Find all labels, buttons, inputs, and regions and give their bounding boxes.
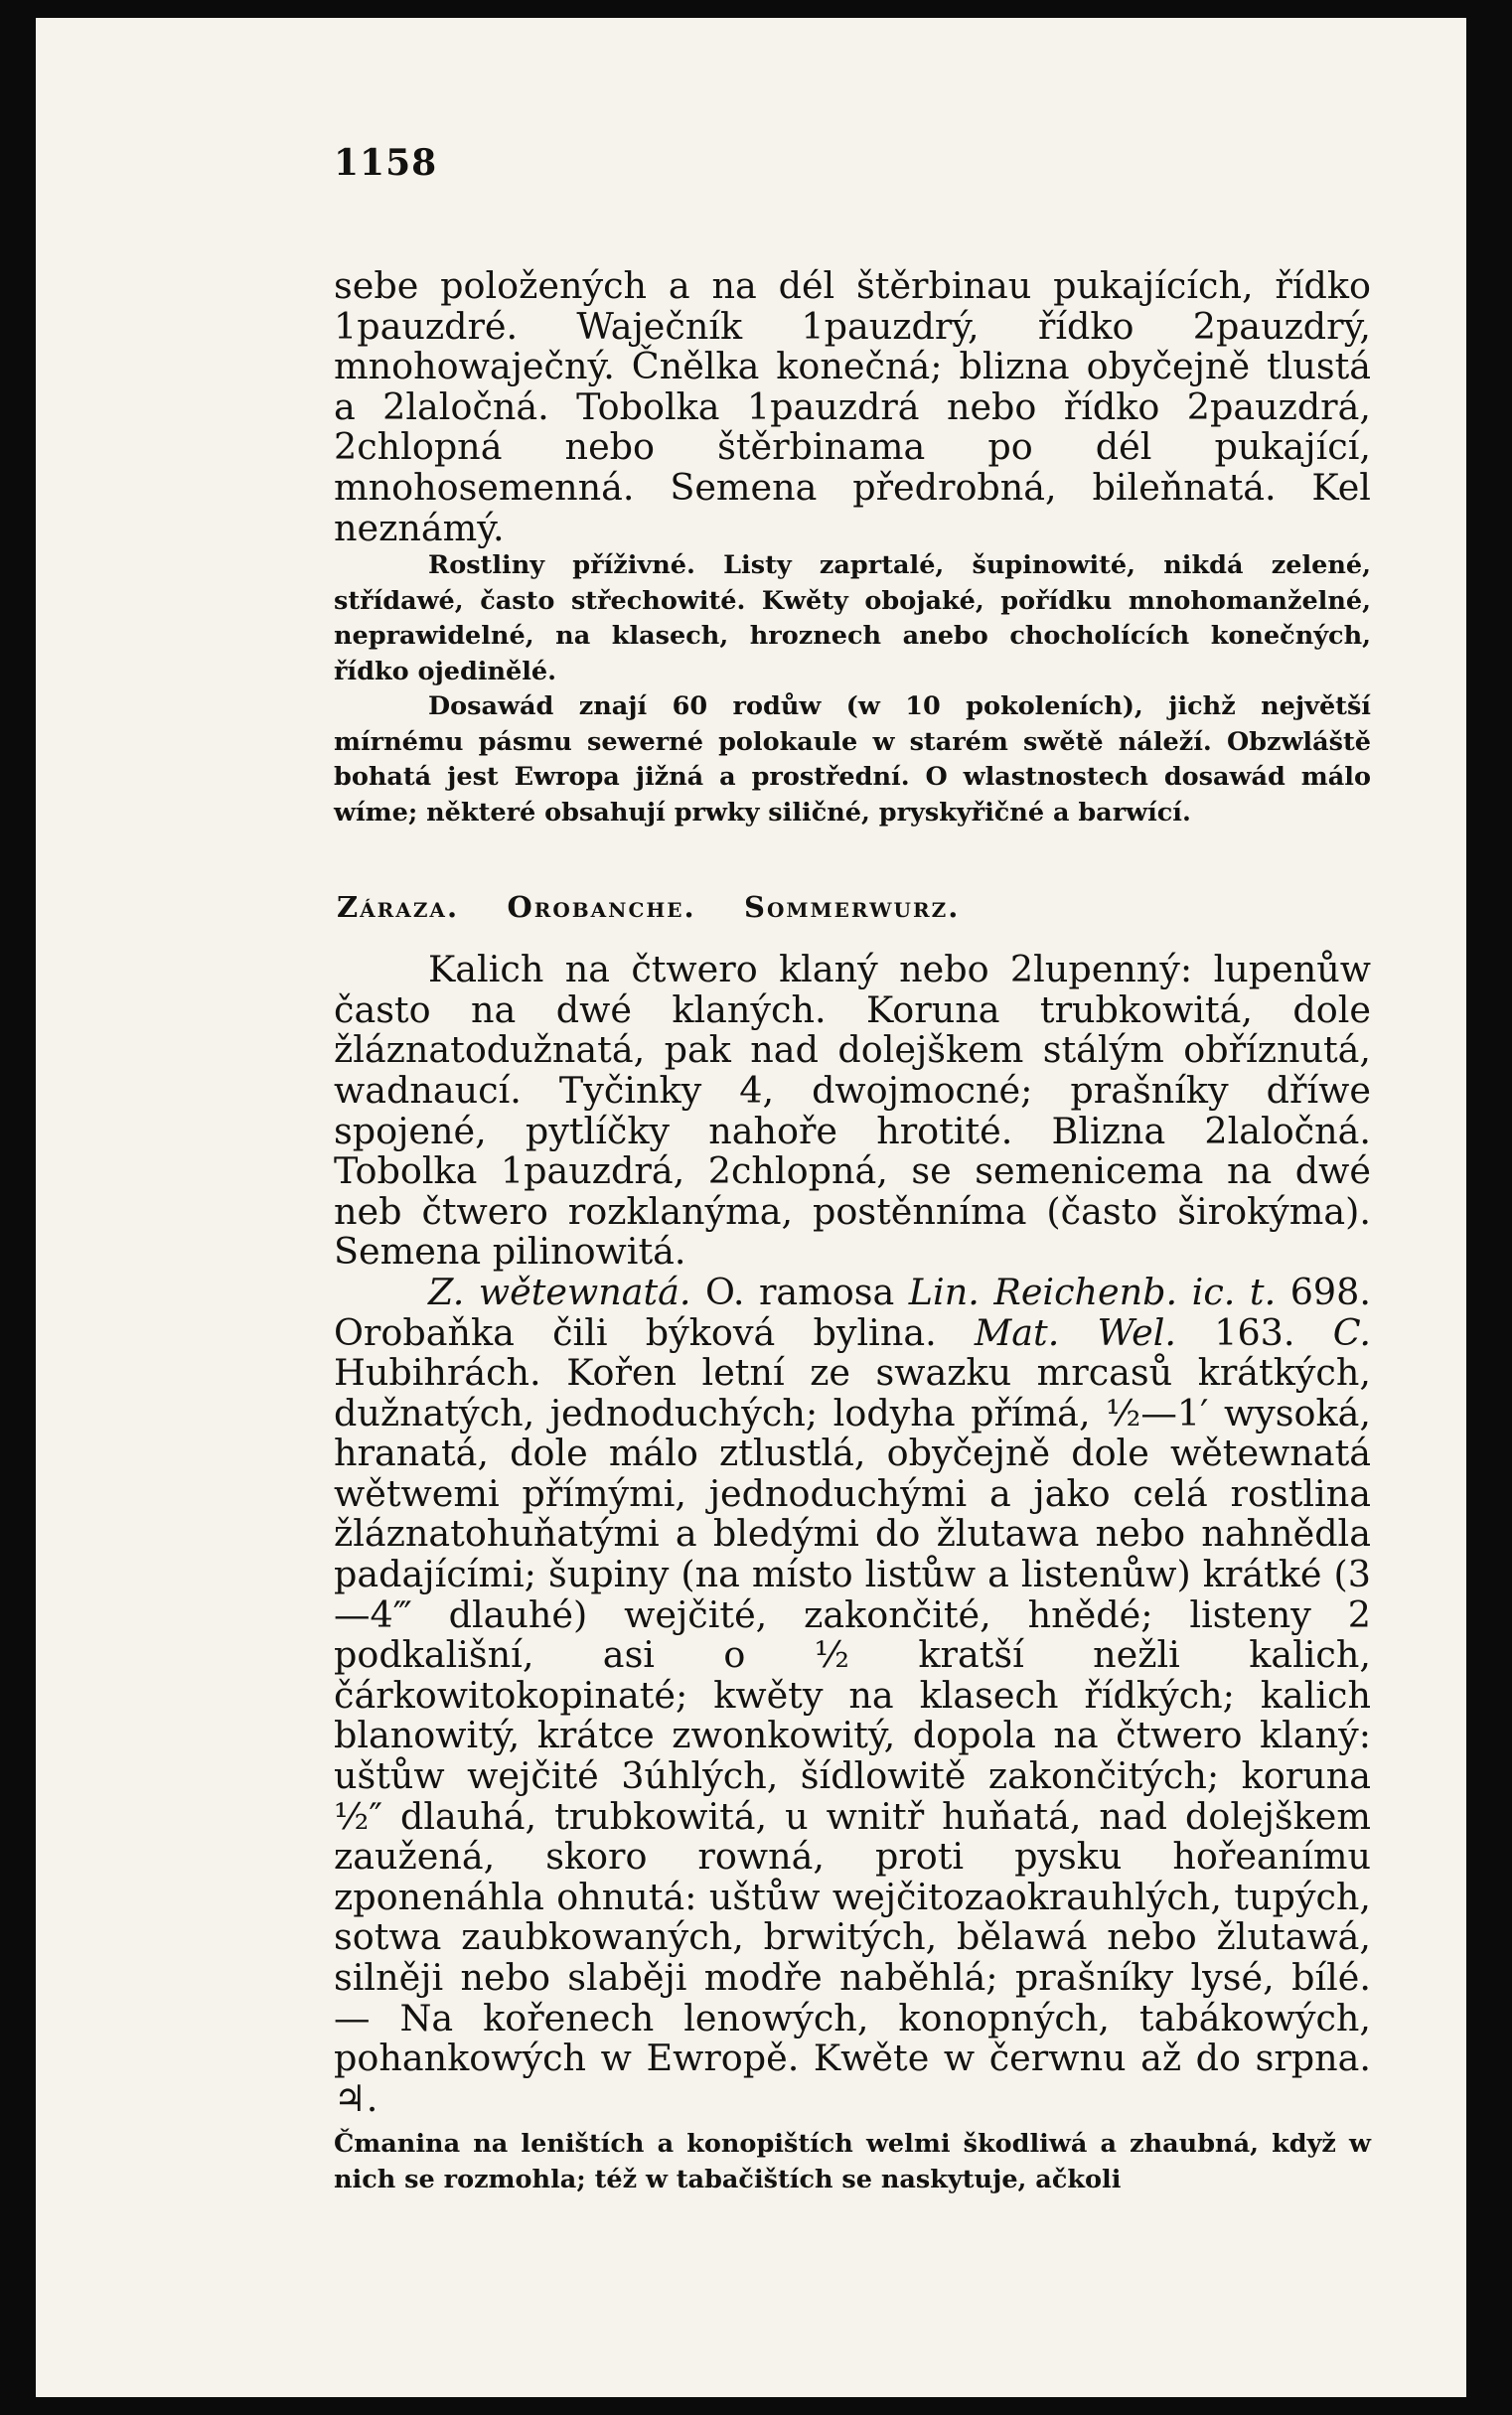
c-reference: C.: [1332, 1310, 1371, 1354]
family-distribution: Dosawád znají 60 rodůw (w 10 pokoleních), jichž největší mírnému pásmu sewerné polokaule w starém swětě náleží. Obzwláště bohatá jest Ewropa jižná a prostřední. O wlastnostech dosawád málo wíme; některé obsahují prwky siličné, pryskyřičné a barwící.: [334, 691, 1371, 828]
reichenbach-reference: Reichenb. ic. t.: [993, 1270, 1277, 1313]
species-entry: [334, 1270, 1371, 2120]
species-name: Z. wětewnatá.: [428, 1270, 691, 1313]
genus-german-name: Sommerwurz.: [744, 890, 961, 925]
species-common-names: Orobaňka čili býková bylina.: [334, 1310, 937, 1354]
intro-paragraph: sebe položených a na dél štěrbinau pukajících, řídko 1pauzdré. Waječník 1pauzdrý, řídko 2pauzdrý, mnohowaječný. Čnělka konečná; blizna obyčejně tlustá a 2laločná. Tobolka 1pauzdrá nebo řídko 2pauzdrá, 2chlopná nebo štěrbinama po dél pukající, mnohosemenná. Semena předrobná, bileňnatá. Kel neznámý.: [334, 264, 1371, 549]
reichenbach-plate: 698.: [1289, 1270, 1371, 1313]
genus-description: Kalich na čtwero klaný nebo 2lupenný: lupenůw často na dwé klaných. Koruna trubkowitá, dole žláznatodužnatá, pak nad dolejškem stálým obříznutá, wadnaucí. Tyčinky 4, dwojmocné; prašníky dříwe spojené, pytlíčky nahoře hrotité. Blizna 2laločná. Tobolka 1pauzdrá, 2chlopná, se semenicema na dwé neb čtwero rozklanýma, postěnníma (často širokýma). Semena pilinowitá.: [334, 948, 1371, 1274]
genus-latin-name: Orobanche.: [507, 890, 696, 925]
book-page: [36, 18, 1466, 2397]
genus-heading: [334, 890, 1371, 924]
mattioli-reference: Mat. Wel.: [974, 1310, 1176, 1354]
species-authority: Lin.: [908, 1270, 980, 1313]
genus-czech-name: Záraza.: [337, 890, 460, 925]
page-number: 1158: [334, 142, 438, 184]
mattioli-page: 163.: [1214, 1310, 1295, 1354]
family-characteristics: Rostliny příživné. Listy zaprtalé, šupinowité, nikdá zelené, střídawé, často střechowité. Kwěty obojaké, pořídku mnohomanželné, neprawidelné, na klasech, hroznech anebo chocholících konečných, řídko ojedinělé.: [334, 550, 1371, 686]
species-description: Kořen letní ze swazku mrcasů krátkých, dužnatých, jednoduchých; lodyha přímá, ½—1′ wysoká, hranatá, dole málo ztlustlá, obyčejně dole wětewnatá wětwemi přímými, jednoduchými a jako celá rostlina žláznatohuňatými a bledými do žlutawa nebo nahnědla padajícími; šupiny (na místo listůw a listenůw) krátké (3—4‴ dlauhé) wejčité, zakončité, hnědé; listeny 2 podkališní, asi o ½ kratší nežli kalich, čárkowitokopinaté; kwěty na klasech řídkých; kalich blanowitý, krátce zwonkowitý, dopola na čtwero klaný: uštůw wejčité 3úhlých, šídlowitě zakončitých; koruna ½″ dlauhá, trubkowitá, u wnitř huňatá, nad dolejškem zaužená, skoro rowná, proti pysku hořeanímu zponenáhla ohnutá: uštůw wejčitozaokrauhlých, tupých, sotwa zaubkowaných, brwitých, bělawá nebo žlutawá, silněji nebo slaběji modře naběhlá; prašníky lysé, bílé. — Na kořenech lenowých, konopných, tabákowých, pohankowých w Ewropě. Kwěte w čerwnu až do srpna. ♃.: [334, 1351, 1371, 2120]
species-latin-name: O. ramosa: [705, 1270, 895, 1313]
c-place: Hubihrách.: [334, 1351, 541, 1395]
closing-note: Čmanina na leništích a konopištích welmi škodliwá a zhaubná, když w nich se rozmohla; též w tabačištích se naskytuje, ačkoli: [334, 2129, 1371, 2194]
